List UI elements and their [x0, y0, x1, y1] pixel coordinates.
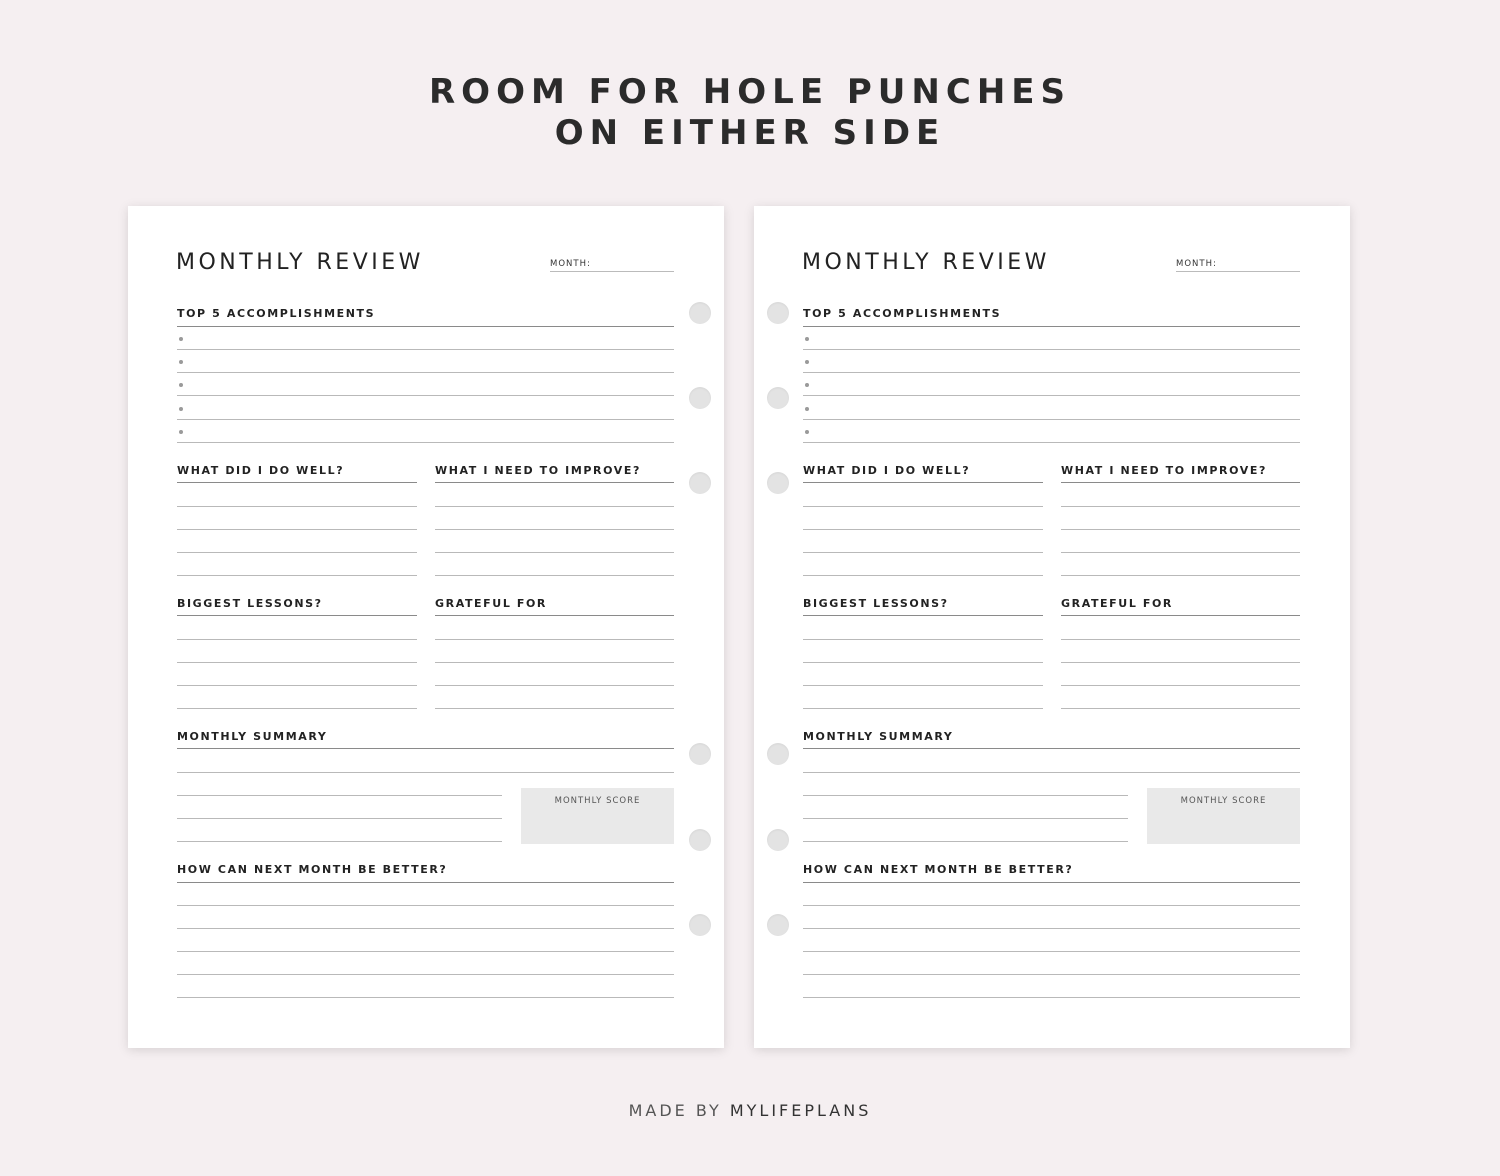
hole-punch-mark — [689, 829, 711, 851]
monthly-score-box — [1147, 788, 1300, 844]
writing-line — [803, 772, 1300, 773]
monthly-score-label: MONTHLY SCORE — [554, 796, 641, 806]
hole-punch-mark — [767, 302, 789, 324]
writing-line — [803, 395, 1300, 396]
writing-line — [177, 395, 674, 396]
writing-line — [177, 506, 417, 507]
writing-line — [177, 841, 502, 842]
writing-line — [1061, 575, 1300, 576]
section-did-well: WHAT DID I DO WELL? — [803, 464, 971, 477]
writing-line — [803, 372, 1300, 373]
planner-page-left — [128, 206, 724, 1048]
hole-punch-mark — [767, 829, 789, 851]
writing-line — [803, 905, 1300, 906]
did-well-rule — [803, 482, 1043, 483]
writing-line — [177, 349, 674, 350]
writing-line — [177, 639, 417, 640]
writing-line — [435, 662, 674, 663]
headline — [0, 72, 1500, 154]
writing-line — [803, 419, 1300, 420]
footer-credit — [0, 1101, 1500, 1120]
writing-line — [803, 708, 1043, 709]
monthly-score-label: MONTHLY SCORE — [1180, 796, 1267, 806]
writing-line — [1061, 685, 1300, 686]
writing-line — [1061, 662, 1300, 663]
section-summary: MONTHLY SUMMARY — [177, 730, 328, 743]
writing-line — [435, 575, 674, 576]
accomplishments-rule — [177, 326, 674, 327]
bullet — [805, 360, 809, 364]
writing-line — [803, 349, 1300, 350]
hole-punch-mark — [689, 743, 711, 765]
lessons-rule — [803, 615, 1043, 616]
section-next-month: HOW CAN NEXT MONTH BE BETTER? — [177, 863, 448, 876]
monthly-score-box — [521, 788, 674, 844]
writing-line — [177, 552, 417, 553]
section-accomplishments: TOP 5 ACCOMPLISHMENTS — [803, 307, 1002, 320]
page-title: MONTHLY REVIEW — [176, 250, 424, 275]
writing-line — [803, 818, 1128, 819]
writing-line — [435, 685, 674, 686]
writing-line — [1061, 639, 1300, 640]
writing-line — [435, 639, 674, 640]
writing-line — [803, 928, 1300, 929]
lessons-rule — [177, 615, 417, 616]
next-month-rule — [803, 882, 1300, 883]
writing-line — [803, 685, 1043, 686]
section-improve: WHAT I NEED TO IMPROVE? — [435, 464, 641, 477]
footer-brand: MYLIFEPLANS — [729, 1101, 872, 1120]
writing-line — [177, 795, 502, 796]
hole-punch-mark — [767, 387, 789, 409]
writing-line — [803, 795, 1128, 796]
footer-prefix: MADE BY — [628, 1101, 730, 1120]
writing-line — [177, 928, 674, 929]
writing-line — [177, 419, 674, 420]
writing-line — [803, 552, 1043, 553]
writing-line — [177, 997, 674, 998]
hole-punch-mark — [689, 472, 711, 494]
section-grateful: GRATEFUL FOR — [435, 597, 547, 610]
grateful-rule — [435, 615, 674, 616]
writing-line — [177, 372, 674, 373]
section-summary: MONTHLY SUMMARY — [803, 730, 954, 743]
bullet — [179, 407, 183, 411]
improve-rule — [1061, 482, 1300, 483]
writing-line — [803, 997, 1300, 998]
section-lessons: BIGGEST LESSONS? — [177, 597, 323, 610]
grateful-rule — [1061, 615, 1300, 616]
bullet — [805, 383, 809, 387]
hole-punch-mark — [767, 743, 789, 765]
writing-line — [803, 951, 1300, 952]
writing-line — [177, 951, 674, 952]
writing-line — [435, 552, 674, 553]
month-field: MONTH: — [550, 259, 674, 272]
page-title: MONTHLY REVIEW — [802, 250, 1050, 275]
section-improve: WHAT I NEED TO IMPROVE? — [1061, 464, 1267, 477]
section-lessons: BIGGEST LESSONS? — [803, 597, 949, 610]
writing-line — [177, 708, 417, 709]
writing-line — [435, 529, 674, 530]
month-field: MONTH: — [1176, 259, 1300, 272]
section-grateful: GRATEFUL FOR — [1061, 597, 1173, 610]
summary-rule — [177, 748, 674, 749]
writing-line — [803, 506, 1043, 507]
hole-punch-mark — [689, 302, 711, 324]
hole-punch-mark — [767, 914, 789, 936]
writing-line — [1061, 529, 1300, 530]
bullet — [179, 360, 183, 364]
bullet — [805, 430, 809, 434]
bullet — [805, 337, 809, 341]
writing-line — [803, 442, 1300, 443]
next-month-rule — [177, 882, 674, 883]
hole-punch-mark — [689, 387, 711, 409]
writing-line — [435, 708, 674, 709]
bullet — [179, 430, 183, 434]
writing-line — [177, 905, 674, 906]
writing-line — [1061, 506, 1300, 507]
writing-line — [177, 529, 417, 530]
writing-line — [177, 974, 674, 975]
writing-line — [1061, 552, 1300, 553]
writing-line — [177, 575, 417, 576]
writing-line — [177, 772, 674, 773]
writing-line — [177, 685, 417, 686]
hole-punch-mark — [767, 472, 789, 494]
writing-line — [177, 442, 674, 443]
headline-line-2: ON EITHER SIDE — [554, 113, 946, 153]
writing-line — [803, 639, 1043, 640]
bullet — [179, 337, 183, 341]
headline-line-1: ROOM FOR HOLE PUNCHES — [429, 72, 1071, 112]
writing-line — [1061, 708, 1300, 709]
did-well-rule — [177, 482, 417, 483]
section-did-well: WHAT DID I DO WELL? — [177, 464, 345, 477]
accomplishments-rule — [803, 326, 1300, 327]
hole-punch-mark — [689, 914, 711, 936]
planner-page-right — [754, 206, 1350, 1048]
bullet — [179, 383, 183, 387]
writing-line — [803, 974, 1300, 975]
bullet — [805, 407, 809, 411]
writing-line — [177, 662, 417, 663]
improve-rule — [435, 482, 674, 483]
writing-line — [803, 575, 1043, 576]
writing-line — [177, 818, 502, 819]
writing-line — [803, 841, 1128, 842]
section-accomplishments: TOP 5 ACCOMPLISHMENTS — [177, 307, 376, 320]
writing-line — [803, 662, 1043, 663]
section-next-month: HOW CAN NEXT MONTH BE BETTER? — [803, 863, 1074, 876]
summary-rule — [803, 748, 1300, 749]
writing-line — [435, 506, 674, 507]
writing-line — [803, 529, 1043, 530]
